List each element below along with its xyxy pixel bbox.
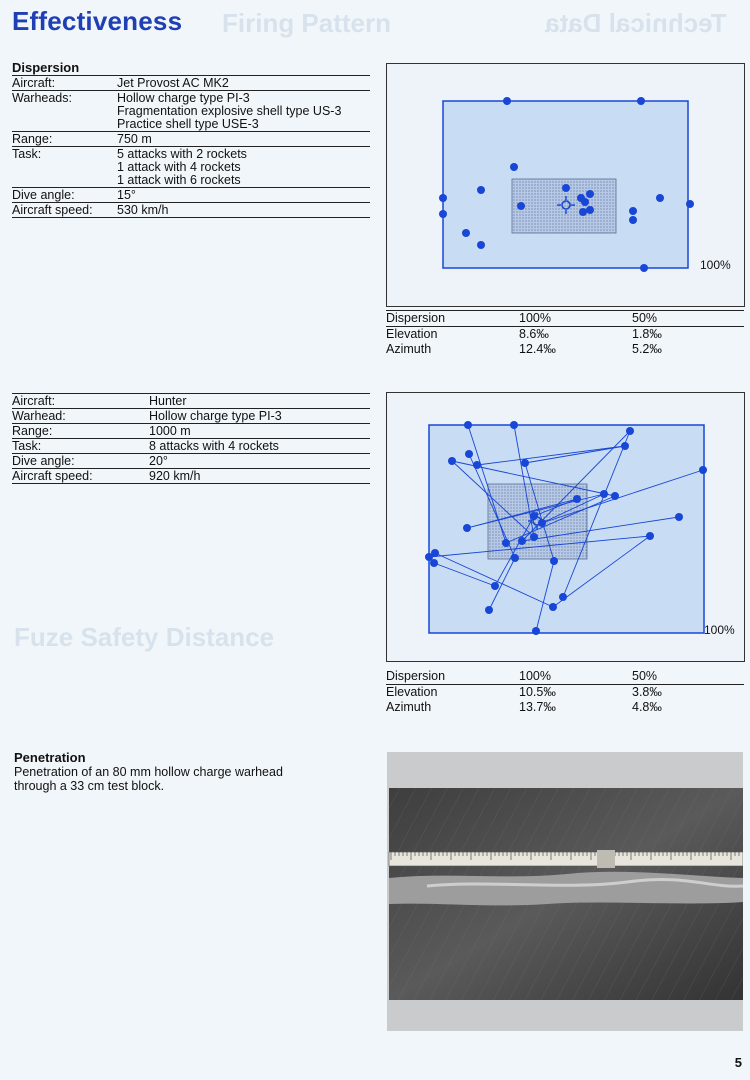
spec2-row — [12, 469, 370, 484]
impact-point — [581, 198, 589, 206]
impact-point — [503, 97, 511, 105]
disp1-cell: 8.6‰ — [519, 327, 549, 341]
spec1-value-line: 15° — [117, 188, 136, 202]
impact-point — [600, 490, 608, 498]
spec1-label: Range: — [12, 132, 53, 146]
impact-point — [532, 627, 540, 635]
impact-point — [686, 200, 694, 208]
spec2-label: Task: — [12, 439, 42, 453]
spec1-value-line: 530 km/h — [117, 203, 169, 217]
impact-point — [586, 190, 594, 198]
spec1-label: Aircraft: — [12, 76, 56, 90]
spec1-row — [12, 76, 370, 91]
spec1-value — [117, 77, 370, 90]
plot1-percent-label: 100% — [700, 258, 731, 272]
disp2-cell: Dispersion — [386, 669, 446, 683]
measuring-ruler — [389, 852, 743, 866]
impact-point — [510, 163, 518, 171]
spec1-row — [12, 132, 370, 147]
spec1-value-line: Hollow charge type PI-3 — [117, 91, 250, 105]
ruler-joint — [597, 850, 615, 868]
disp2-cell: 3.8‰ — [632, 685, 662, 699]
impact-point — [629, 207, 637, 215]
spec1-value — [117, 204, 370, 217]
impact-point — [538, 519, 546, 527]
impact-point — [530, 533, 538, 541]
disp1-row — [386, 342, 744, 357]
impact-point — [637, 97, 645, 105]
impact-point — [518, 537, 526, 545]
impact-point — [549, 603, 557, 611]
disp2-header — [386, 669, 744, 685]
penetration-section — [14, 750, 344, 793]
test-block-image — [387, 752, 743, 1031]
impact-point — [586, 206, 594, 214]
impact-point — [439, 210, 447, 218]
disp2-cell: 13.7‰ — [519, 700, 556, 714]
impact-point — [464, 421, 472, 429]
impact-point — [477, 186, 485, 194]
spec2-label: Range: — [12, 424, 53, 438]
disp2-row — [386, 700, 744, 715]
spec2-row — [12, 439, 370, 454]
page-number: 5 — [734, 1055, 742, 1070]
penetration-caption-line-1: Penetration of an 80 mm hollow charge warhead — [14, 765, 283, 779]
disp1-cell: 100% — [519, 311, 551, 325]
spec1-value-line: Fragmentation explosive shell type US-3 — [117, 104, 342, 118]
spec1-row — [12, 188, 370, 203]
spec1-value-line: 1 attack with 6 rockets — [117, 173, 241, 187]
disp1-cell: Dispersion — [386, 311, 446, 325]
hunter-spec-table — [12, 393, 370, 484]
spec1-value — [117, 148, 370, 187]
spec2-row — [12, 409, 370, 424]
penetration-photo — [387, 752, 743, 1031]
impact-point — [491, 582, 499, 590]
dispersion-heading: Dispersion — [12, 61, 370, 76]
spec1-value — [117, 189, 370, 202]
impact-point — [629, 216, 637, 224]
impact-point — [517, 202, 525, 210]
spec2-value-line: Hunter — [149, 394, 187, 408]
spec2-row — [12, 454, 370, 469]
impact-point — [699, 466, 707, 474]
dispersion-plot-1-graphic — [387, 64, 744, 306]
disp2-row — [386, 685, 744, 700]
spec2-label: Aircraft speed: — [12, 469, 93, 483]
impact-point — [430, 559, 438, 567]
spec2-value — [149, 425, 370, 438]
spec1-label: Dive angle: — [12, 188, 75, 202]
disp1-header — [386, 311, 744, 327]
dispersion-plot-1 — [386, 63, 745, 307]
impact-point — [473, 461, 481, 469]
impact-point — [562, 184, 570, 192]
penetration-channel — [389, 872, 743, 906]
spec2-label: Warhead: — [12, 409, 66, 423]
spec1-value-line: 1 attack with 4 rockets — [117, 160, 241, 174]
spec1-value-line: 5 attacks with 2 rockets — [117, 147, 247, 161]
spec2-value-line: Hollow charge type PI-3 — [149, 409, 282, 423]
impact-point — [485, 606, 493, 614]
spec1-value-line: Jet Provost AC MK2 — [117, 76, 229, 90]
impact-point — [465, 450, 473, 458]
impact-point — [502, 539, 510, 547]
impact-point — [463, 524, 471, 532]
spec1-value-line: Practice shell type USE-3 — [117, 117, 259, 131]
impact-point — [640, 264, 648, 272]
dispersion-table-1 — [386, 310, 744, 357]
impact-point — [521, 459, 529, 467]
spec1-row — [12, 147, 370, 188]
spec1-value — [117, 92, 370, 131]
spec2-value-line: 1000 m — [149, 424, 191, 438]
impact-point — [621, 442, 629, 450]
disp2-cell: 4.8‰ — [632, 700, 662, 714]
spec2-value — [149, 455, 370, 468]
spec2-value — [149, 470, 370, 483]
impact-point — [477, 241, 485, 249]
penetration-heading: Penetration — [14, 750, 86, 765]
plot2-percent-label: 100% — [704, 623, 735, 637]
impact-point — [656, 194, 664, 202]
disp1-cell: Azimuth — [386, 342, 432, 356]
disp1-cell: 1.8‰ — [632, 327, 662, 341]
impact-point — [462, 229, 470, 237]
impact-point — [530, 512, 538, 520]
spec2-label: Aircraft: — [12, 394, 56, 408]
ghost-text-fuze-safety: Fuze Safety Distance — [14, 622, 275, 652]
spec2-label: Dive angle: — [12, 454, 75, 468]
spec2-value-line: 8 attacks with 4 rockets — [149, 439, 279, 453]
impact-point — [511, 554, 519, 562]
spec2-row — [12, 424, 370, 439]
impact-point — [448, 457, 456, 465]
spec2-value-line: 20° — [149, 454, 168, 468]
spec1-label: Aircraft speed: — [12, 203, 93, 217]
spec2-row — [12, 394, 370, 409]
impact-point — [559, 593, 567, 601]
spec1-label: Task: — [12, 147, 42, 161]
spec1-value-line: 750 m — [117, 132, 152, 146]
impact-point — [611, 492, 619, 500]
ghost-text-technical-data: Technical Data — [545, 8, 727, 38]
ghost-text-firing-pattern: Firing Pattern — [222, 8, 392, 38]
impact-point — [573, 495, 581, 503]
spec2-value — [149, 410, 370, 423]
disp1-cell: 50% — [632, 311, 658, 325]
spec1-label: Warheads: — [12, 91, 72, 105]
disp2-cell: 50% — [632, 669, 658, 683]
disp2-cell: Elevation — [386, 685, 438, 699]
disp2-cell: 10.5‰ — [519, 685, 556, 699]
dispersion-spec-table — [12, 61, 370, 218]
impact-point — [439, 194, 447, 202]
impact-point — [510, 421, 518, 429]
disp2-cell: Azimuth — [386, 700, 432, 714]
impact-point — [626, 427, 634, 435]
spec2-value — [149, 395, 370, 408]
impact-point — [675, 513, 683, 521]
disp1-row — [386, 327, 744, 342]
dispersion-table-2 — [386, 669, 744, 715]
spec1-row — [12, 203, 370, 218]
impact-point — [579, 208, 587, 216]
disp1-cell: Elevation — [386, 327, 438, 341]
spec2-value — [149, 440, 370, 453]
disp2-cell: 100% — [519, 669, 551, 683]
spec2-value-line: 920 km/h — [149, 469, 201, 483]
impact-point — [550, 557, 558, 565]
disp1-cell: 5.2‰ — [632, 342, 662, 356]
impact-point — [646, 532, 654, 540]
dispersion-plot-2-graphic — [387, 393, 744, 661]
disp1-cell: 12.4‰ — [519, 342, 556, 356]
dispersion-area-50 — [488, 484, 587, 559]
dispersion-plot-2 — [386, 392, 745, 662]
spec1-row — [12, 91, 370, 132]
page-title: Effectiveness — [12, 6, 183, 36]
penetration-caption-line-2: through a 33 cm test block. — [14, 779, 165, 793]
spec1-value — [117, 133, 370, 146]
